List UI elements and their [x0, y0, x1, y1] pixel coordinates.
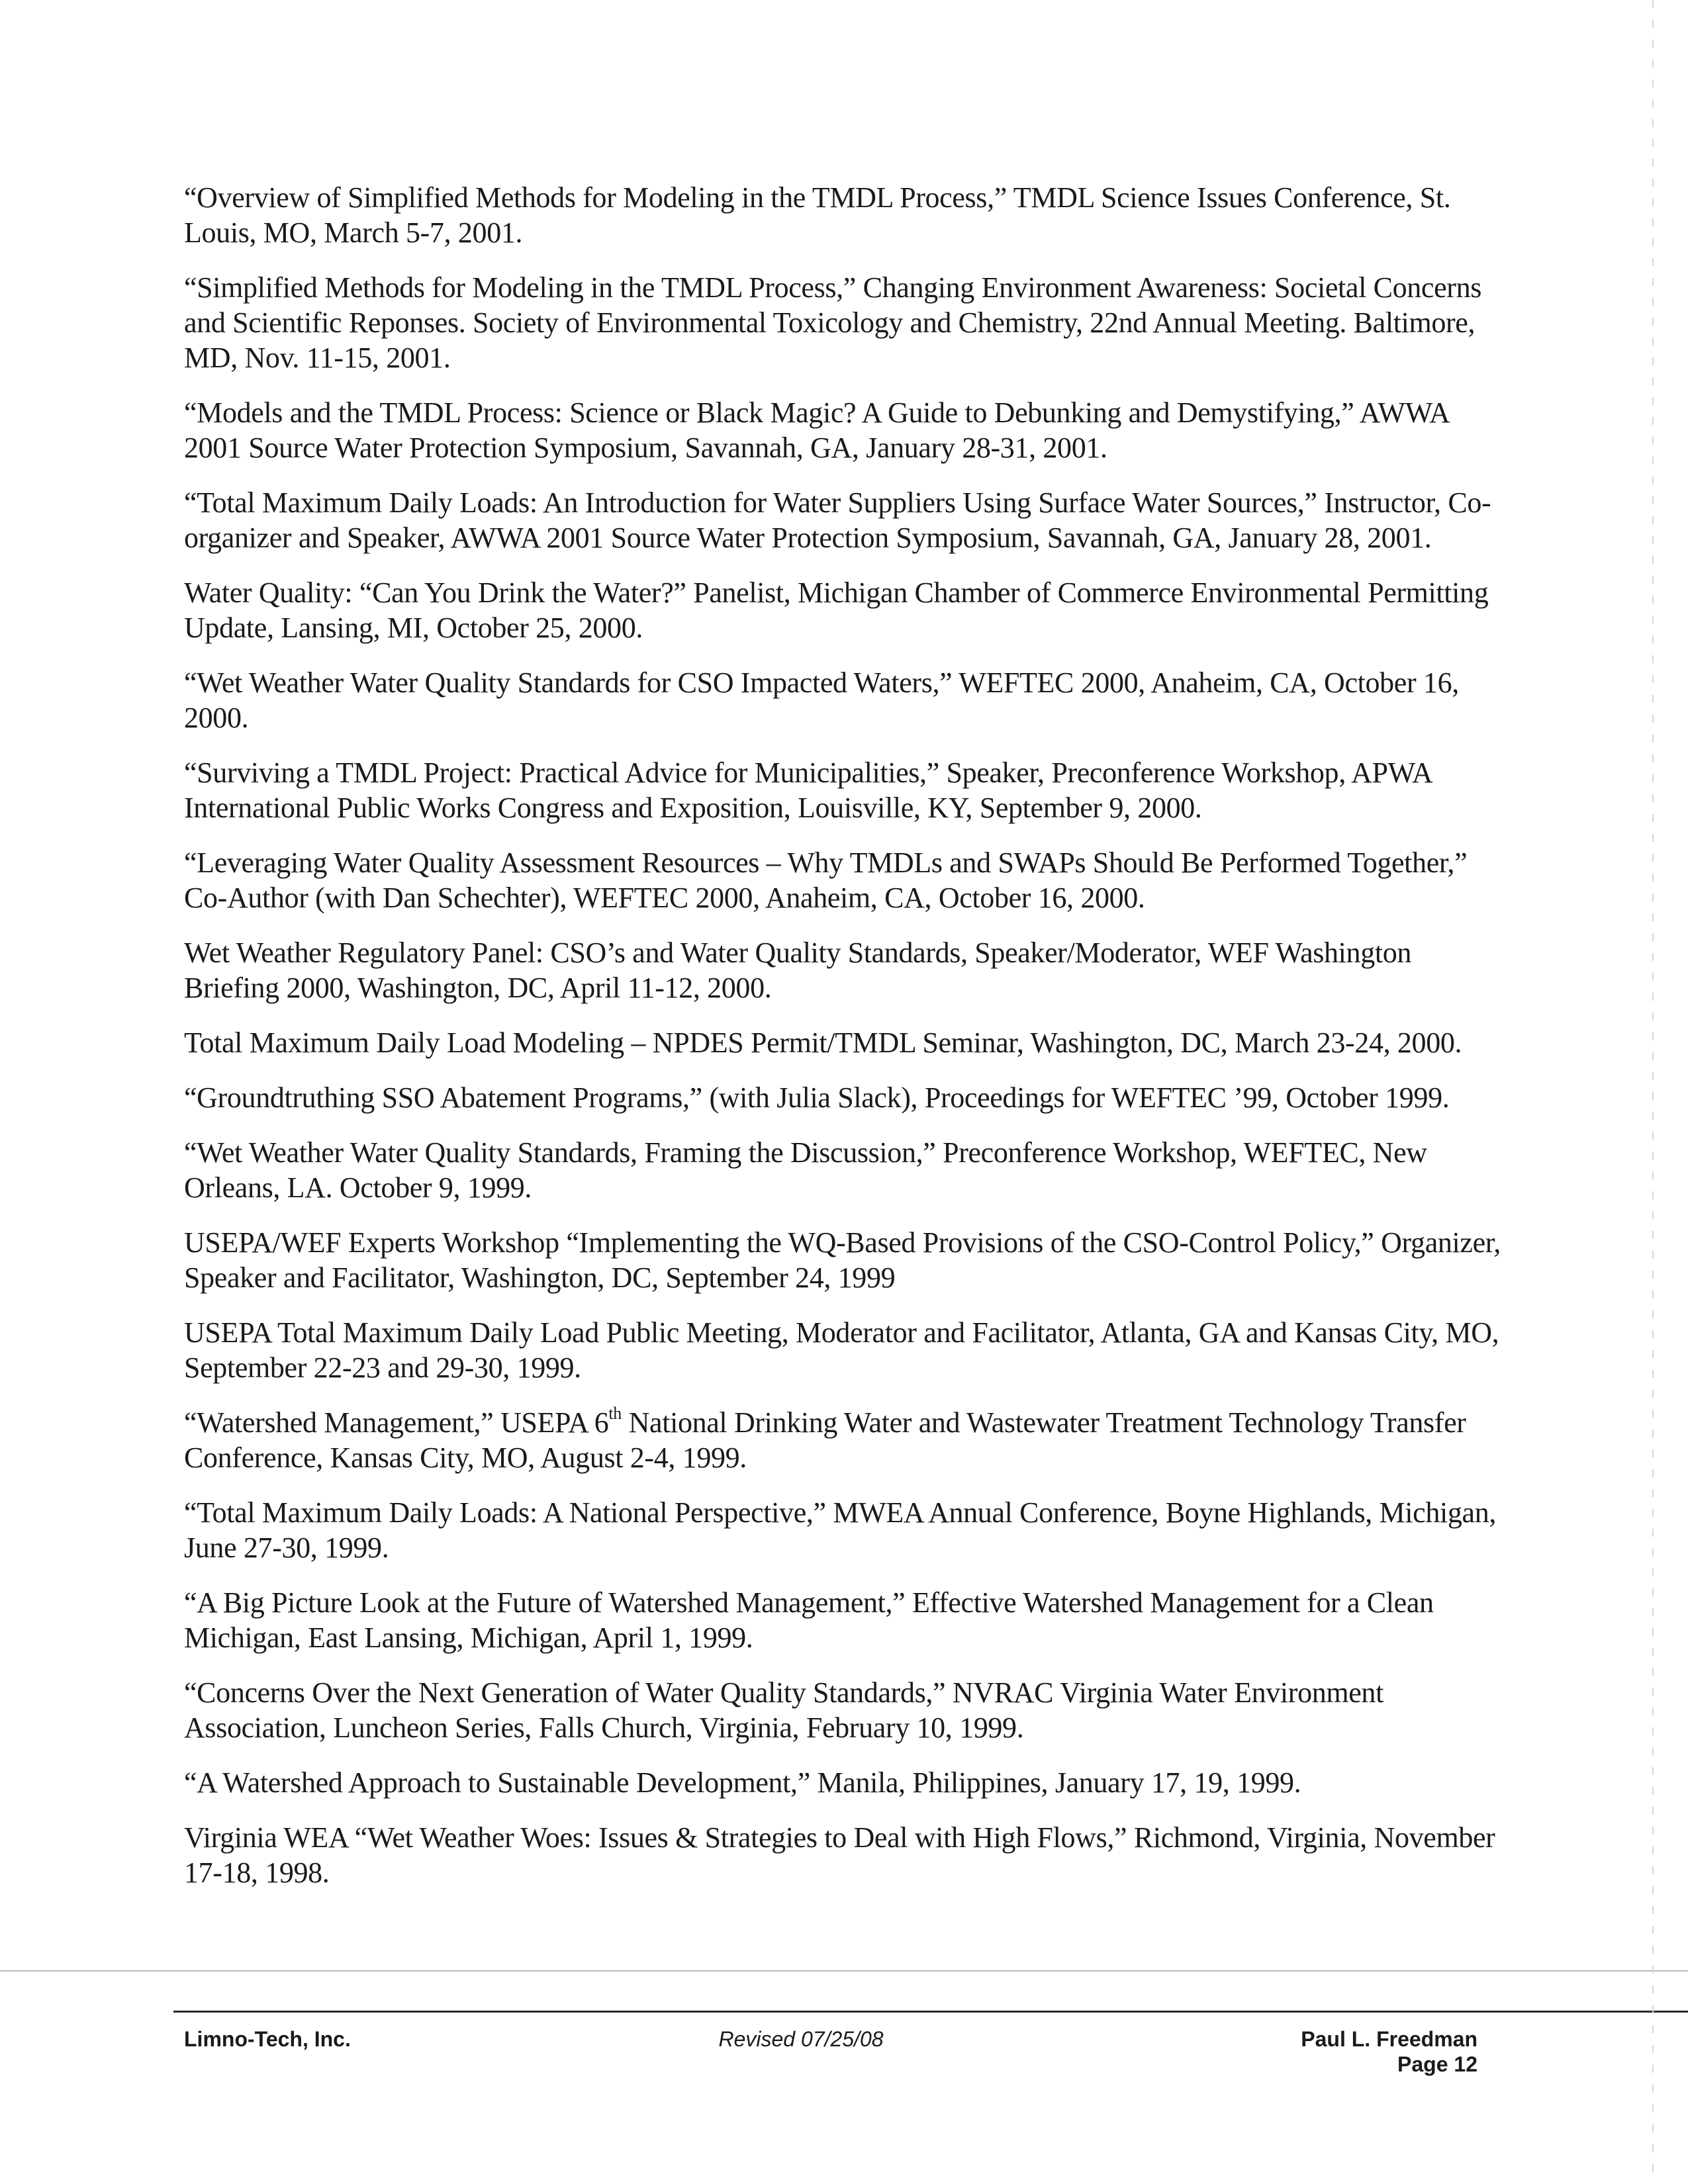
footer-divider-light: [0, 1970, 1688, 1972]
presentation-entry: “Overview of Simplified Methods for Modeling in the TMDL Process,” TMDL Science Issues Conference, St. Louis, MO, March 5-7, 2001.: [184, 181, 1451, 249]
presentation-entry: “Concerns Over the Next Generation of Water Quality Standards,” NVRAC Virginia Water Environment Association, Luncheon Series, Falls Church, Virginia, February 10, 1999.: [184, 1676, 1383, 1744]
presentation-entry: USEPA Total Maximum Daily Load Public Meeting, Moderator and Facilitator, Atlanta, GA and Kansas City, MO, September 22-23 and 29-30, 1999.: [184, 1316, 1499, 1384]
footer-author-block: [1301, 2026, 1477, 2077]
scan-edge-mark: [1652, 0, 1654, 2184]
presentation-entry-superscript: [184, 1405, 1501, 1475]
entry-text-after: National Drinking Water and Wastewater Treatment Technology Transfer Conference, Kansas City, MO, August 2-4, 1999.: [184, 1406, 1466, 1474]
presentation-entry: “Total Maximum Daily Loads: A National Perspective,” MWEA Annual Conference, Boyne Highlands, Michigan, June 27-30, 1999.: [184, 1496, 1496, 1564]
presentation-entry: “Simplified Methods for Modeling in the TMDL Process,” Changing Environment Awareness: Societal Concerns and Scientific Reponses. Society of Environmental Toxicology and Chemistry, 22nd Annual Meeting. Baltimore, MD, Nov. 11-15, 2001.: [184, 271, 1482, 374]
footer-author: Paul L. Freedman: [1301, 2027, 1477, 2051]
footer-page-number: Page 12: [1397, 2052, 1477, 2076]
ordinal-superscript: th: [608, 1404, 622, 1424]
presentations-list: [184, 180, 1501, 1910]
presentation-entry: “Surviving a TMDL Project: Practical Advice for Municipalities,” Speaker, Preconference Workshop, APWA International Public Works Congress and Exposition, Louisville, KY, September 9, 2000.: [184, 756, 1431, 824]
presentation-entry: USEPA/WEF Experts Workshop “Implementing the WQ-Based Provisions of the CSO-Control Policy,” Organizer, Speaker and Facilitator, Washington, DC, September 24, 1999: [184, 1226, 1501, 1294]
presentation-entry: “Wet Weather Water Quality Standards for CSO Impacted Waters,” WEFTEC 2000, Anaheim, CA, October 16, 2000.: [184, 666, 1459, 734]
presentation-entry: “Groundtruthing SSO Abatement Programs,” (with Julia Slack), Proceedings for WEFTEC ’99, October 1999.: [184, 1081, 1450, 1114]
presentation-entry: “A Watershed Approach to Sustainable Development,” Manila, Philippines, January 17, 19, 1999.: [184, 1766, 1301, 1799]
footer-divider: [173, 2011, 1688, 2013]
presentation-entry: Wet Weather Regulatory Panel: CSO’s and Water Quality Standards, Speaker/Moderator, WEF Washington Briefing 2000, Washington, DC, April 11-12, 2000.: [184, 936, 1412, 1004]
presentation-entry: Water Quality: “Can You Drink the Water?” Panelist, Michigan Chamber of Commerce Environmental Permitting Update, Lansing, MI, October 25, 2000.: [184, 576, 1489, 644]
presentation-entry: “Total Maximum Daily Loads: An Introduction for Water Suppliers Using Surface Water Sources,” Instructor, Co-organizer and Speaker, AWWA 2001 Source Water Protection Symposium, Savannah, GA, January 28, 2001.: [184, 486, 1491, 554]
presentation-entry: “A Big Picture Look at the Future of Watershed Management,” Effective Watershed Management for a Clean Michigan, East Lansing, Michigan, April 1, 1999.: [184, 1586, 1434, 1654]
entry-text-before: “Watershed Management,” USEPA 6: [184, 1406, 609, 1439]
footer-revised-date: Revised 07/25/08: [718, 2027, 884, 2051]
presentation-entry: “Wet Weather Water Quality Standards, Framing the Discussion,” Preconference Workshop, WEFTEC, New Orleans, LA. October 9, 1999.: [184, 1136, 1427, 1204]
footer-company: Limno-Tech, Inc.: [184, 2027, 351, 2051]
presentation-entry: Total Maximum Daily Load Modeling – NPDES Permit/TMDL Seminar, Washington, DC, March 23-24, 2000.: [184, 1026, 1462, 1059]
presentation-entry: “Models and the TMDL Process: Science or Black Magic? A Guide to Debunking and Demystifying,” AWWA 2001 Source Water Protection Symposium, Savannah, GA, January 28-31, 2001.: [184, 396, 1449, 464]
presentation-entry: “Leveraging Water Quality Assessment Resources – Why TMDLs and SWAPs Should Be Performed Together,” Co-Author (with Dan Schechter), WEFTEC 2000, Anaheim, CA, October 16, 2000.: [184, 846, 1468, 914]
presentation-entry: Virginia WEA “Wet Weather Woes: Issues & Strategies to Deal with High Flows,” Richmond, Virginia, November 17-18, 1998.: [184, 1821, 1495, 1889]
